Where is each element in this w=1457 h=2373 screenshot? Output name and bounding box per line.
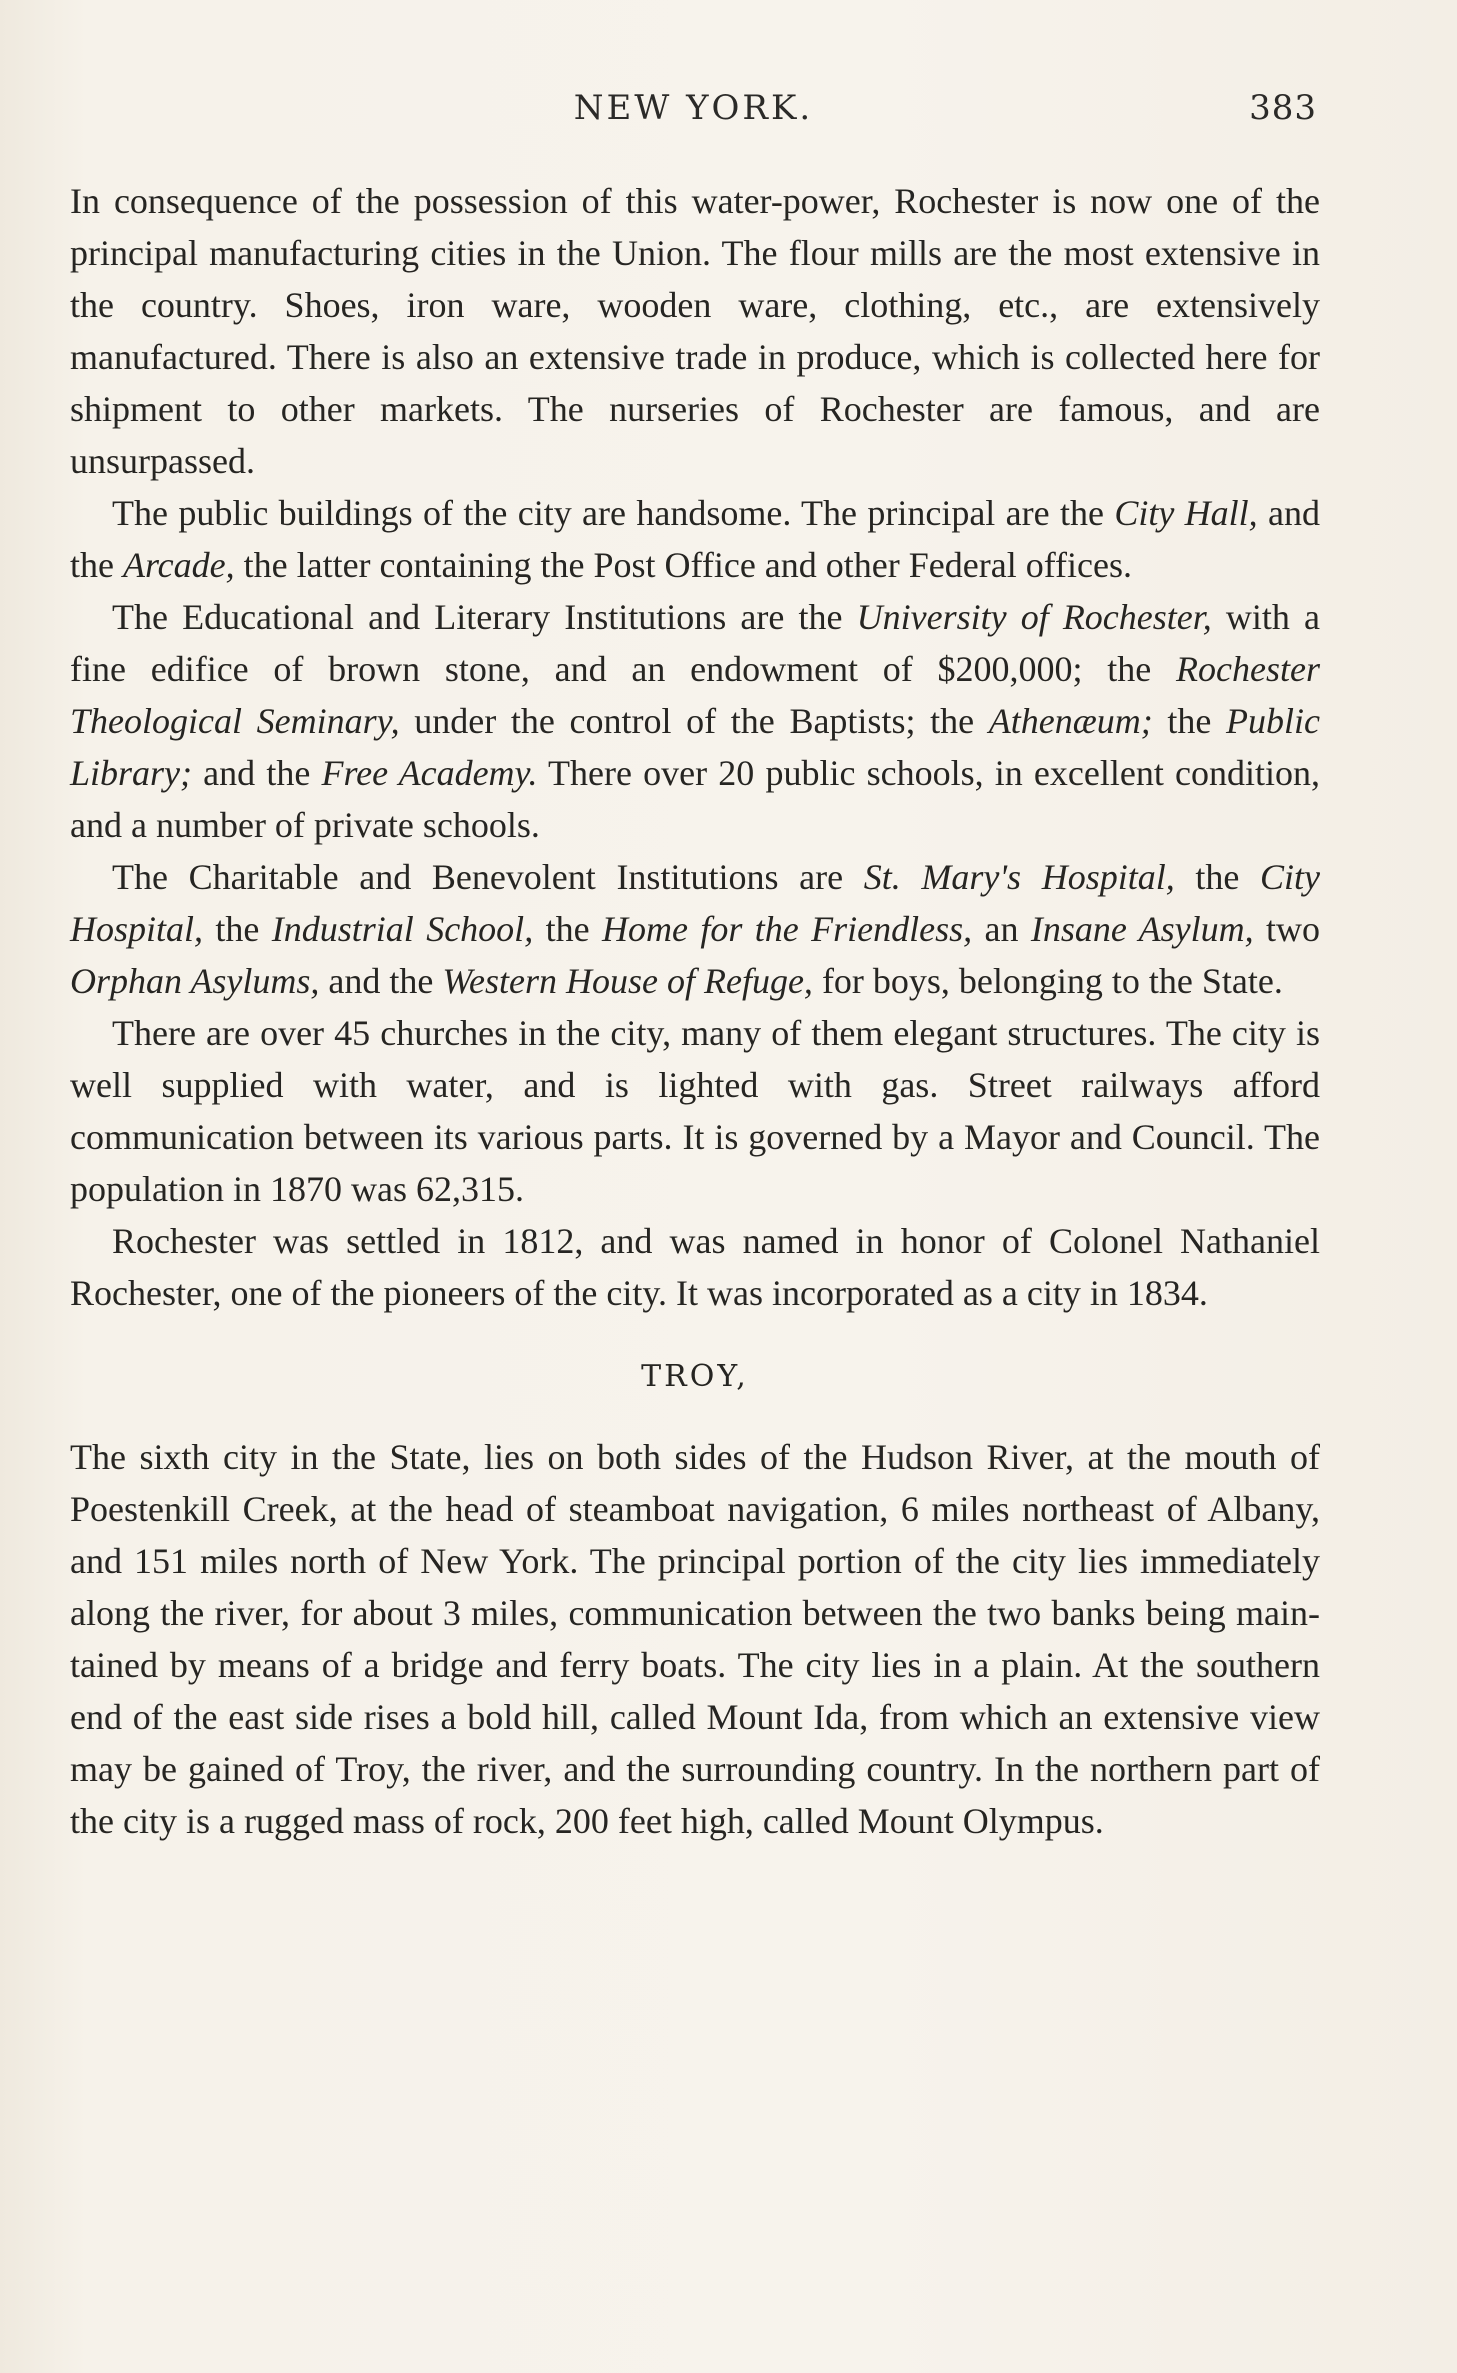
text-run: with a fine edifice of brown stone, and an endowment of $200,000; the xyxy=(70,597,1321,689)
text-run: and the xyxy=(70,493,1321,585)
paragraph-charitable-institutions xyxy=(70,851,1320,1007)
text-run: an xyxy=(972,909,1031,949)
italic-name: City Hospital, xyxy=(70,857,1320,949)
page-number: 383 xyxy=(1249,88,1317,128)
body-text xyxy=(70,175,1320,1847)
text-run: for boys, belonging to the State. xyxy=(812,961,1283,1001)
italic-name: Rochester Theological Seminary, xyxy=(70,649,1320,741)
italic-name: Home for the Friendless, xyxy=(601,909,973,949)
italic-name: Industrial School, xyxy=(271,909,534,949)
text-run: There over 20 public schools, in excellent condition, and a number of private schools. xyxy=(70,753,1320,845)
italic-name: Western House of Refuge, xyxy=(442,961,813,1001)
italic-name: Public Library; xyxy=(70,701,1320,793)
italic-name: University of Rochester, xyxy=(856,597,1212,637)
text-run: The public buildings of the city are handsome. The principal are the xyxy=(112,493,1115,533)
text-run: the latter containing the Post Office and other Federal offices. xyxy=(234,545,1132,585)
paragraph-manufacturing: In consequence of the possession of this water-power, Rochester is now one of the principal manufacturing cities in the Union. The flour mills are the most extensive in the country. Shoes, iron ware, wooden ware, clothing, etc., are extensively manufactured. There is also an extensive trade in produce, which is collected here for shipment to other markets. The nurseries of Rochester are famous, and are unsurpassed. xyxy=(70,181,1320,481)
text-run: the xyxy=(533,909,602,949)
text-run: the xyxy=(203,909,272,949)
section-heading-troy: TROY, xyxy=(641,1359,749,1394)
text-run: The Charitable and Benevolent Institutions are xyxy=(112,857,864,897)
text-run: the xyxy=(1152,701,1227,741)
paragraph-educational-institutions xyxy=(70,591,1320,851)
paragraph-settlement: Rochester was settled in 1812, and was named in honor of Colonel Nathaniel Rochester, one of the pioneers of the city. It was incorporated as a city in 1834. xyxy=(70,1221,1320,1313)
text-run: two xyxy=(1253,909,1321,949)
text-run: the xyxy=(1174,857,1260,897)
italic-name: St. Mary's Hospital, xyxy=(863,857,1175,897)
text-run: The Educational and Literary Institutions are the xyxy=(112,597,857,637)
page-header xyxy=(70,88,1317,148)
italic-name: City Hall, xyxy=(1114,493,1258,533)
text-run: and the xyxy=(192,753,322,793)
italic-name: Orphan Asylums, xyxy=(70,961,320,1001)
text-run: under the control of the Baptists; the xyxy=(399,701,989,741)
italic-name: Insane Asylum, xyxy=(1030,909,1254,949)
paragraph-public-buildings xyxy=(70,487,1320,591)
running-head: NEW YORK. xyxy=(573,88,814,128)
italic-name: Arcade, xyxy=(122,545,235,585)
paragraph-churches: There are over 45 churches in the city, many of them elegant structures. The city is well supplied with water, and is lighted with gas. Street railways afford communication between its various parts. It is governed by a Mayor and Council. The population in 1870 was 62,315. xyxy=(70,1013,1320,1209)
italic-name: Athenæum; xyxy=(988,701,1153,741)
paragraph-troy: The sixth city in the State, lies on both sides of the Hudson River, at the mouth of Poestenkill Creek, at the head of steamboat navigation, 6 miles northeast of Albany, and 151 miles north of New York. The principal portion of the city lies immediately along the river, for about 3 miles, communication between the two banks being maintained by means of a bridge and ferry boats. The city lies in a plain. At the southern end of the east side rises a bold hill, called Mount Ida, from which an extensive view may be gained of Troy, the river, and the surrounding country. In the northern part of the city is a rugged mass of rock, 200 feet high, called Mount Olympus. xyxy=(70,1437,1320,1841)
italic-name: Free Academy. xyxy=(321,753,538,793)
text-run: and the xyxy=(319,961,443,1001)
